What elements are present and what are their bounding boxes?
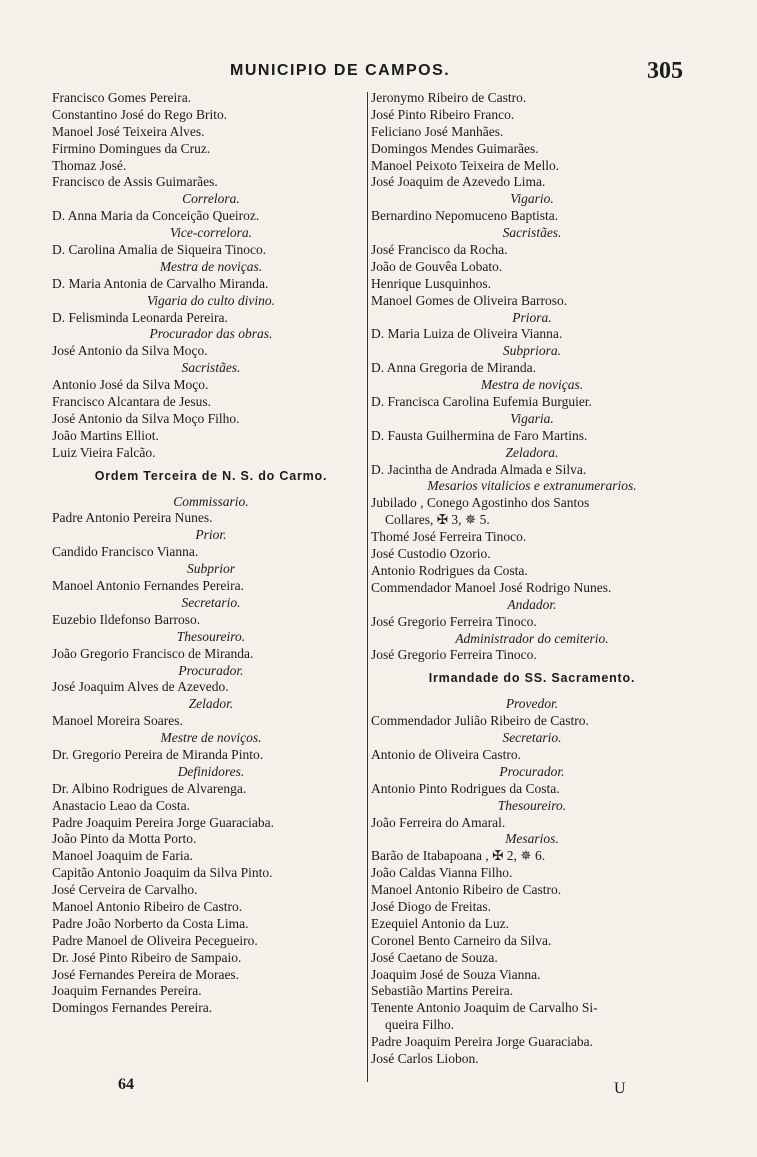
member-name: Tenente Antonio Joaquim de Carvalho Si- bbox=[371, 1000, 598, 1016]
member-name: D. Anna Maria da Conceição Queiroz. bbox=[52, 208, 260, 224]
member-name: Candido Francisco Vianna. bbox=[52, 544, 199, 560]
member-name: José Custodio Ozorio. bbox=[371, 546, 491, 562]
office-title: Vigaria. bbox=[510, 410, 554, 426]
office-title: Administrador do cemiterio. bbox=[455, 630, 609, 646]
office-title: Procurador. bbox=[499, 763, 565, 779]
member-name: D. Maria Antonia de Carvalho Miranda. bbox=[52, 275, 269, 291]
member-name: Antonio José da Silva Moço. bbox=[52, 377, 209, 393]
member-name: Domingos Fernandes Pereira. bbox=[52, 1000, 213, 1016]
office-title: Vigario. bbox=[510, 191, 554, 207]
member-name: Manoel Gomes de Oliveira Barroso. bbox=[371, 292, 568, 308]
member-name: Jubilado , Conego Agostinho dos Santos bbox=[371, 495, 590, 511]
office-title: Commissario. bbox=[173, 493, 249, 509]
office-title: Correlora. bbox=[182, 191, 240, 207]
office-title: Mestre de noviços. bbox=[160, 730, 262, 746]
member-name: D. Maria Luiza de Oliveira Vianna. bbox=[371, 326, 563, 342]
member-name: Ezequiel Antonio da Luz. bbox=[371, 915, 509, 931]
office-title: Sacristães. bbox=[181, 360, 241, 376]
office-title: Vice-correlora. bbox=[169, 225, 253, 241]
member-name: João de Gouvêa Lobato. bbox=[371, 258, 503, 274]
member-name-continuation: Collares, ✠ 3, ✵ 5. bbox=[385, 512, 490, 528]
member-name: D. Felisminda Leonarda Pereira. bbox=[52, 309, 228, 325]
page-number: 305 bbox=[647, 58, 683, 84]
member-name: Padre Manoel de Oliveira Pecegueiro. bbox=[52, 932, 258, 948]
member-name: Manoel Peixoto Teixeira de Mello. bbox=[371, 157, 560, 173]
member-name: Thomaz José. bbox=[52, 157, 127, 173]
member-name: João Caldas Vianna Filho. bbox=[371, 865, 513, 881]
office-title: Zelador. bbox=[188, 696, 234, 712]
member-name: Commendador Julião Ribeiro de Castro. bbox=[371, 713, 589, 729]
member-name: José Antonio da Silva Moço. bbox=[52, 343, 208, 359]
office-title: Zeladora. bbox=[505, 444, 559, 460]
member-name: José Gregorio Ferreira Tinoco. bbox=[371, 647, 537, 663]
member-name: D. Jacintha de Andrada Almada e Silva. bbox=[371, 461, 587, 477]
office-title: Provedor. bbox=[505, 696, 559, 712]
member-name: Padre Joaquim Pereira Jorge Guaraciaba. bbox=[371, 1034, 594, 1050]
member-name: Padre João Norberto da Costa Lima. bbox=[52, 915, 249, 931]
member-name: José Caetano de Souza. bbox=[371, 949, 498, 965]
member-name: Euzebio Ildefonso Barroso. bbox=[52, 611, 201, 627]
member-name: Domingos Mendes Guimarães. bbox=[371, 140, 539, 156]
running-title: MUNICIPIO DE CAMPOS. bbox=[230, 62, 451, 79]
member-name: Feliciano José Manhães. bbox=[371, 123, 504, 139]
member-name: Manoel José Teixeira Alves. bbox=[52, 123, 205, 139]
member-name: Antonio Rodrigues da Costa. bbox=[371, 562, 528, 578]
member-name: Jeronymo Ribeiro de Castro. bbox=[371, 90, 527, 105]
member-name: Dr. Albino Rodrigues de Alvarenga. bbox=[52, 780, 247, 796]
office-title: Mestra de noviças. bbox=[159, 258, 263, 274]
office-title: Andador. bbox=[507, 596, 557, 612]
member-name: João Gregorio Francisco de Miranda. bbox=[52, 645, 254, 661]
member-name: Luiz Vieira Falcão. bbox=[52, 444, 156, 460]
office-title: Secretario. bbox=[181, 594, 241, 610]
member-name: Firmino Domingues da Cruz. bbox=[52, 140, 211, 156]
member-name-continuation: queira Filho. bbox=[385, 1017, 454, 1033]
office-title: Subpriora. bbox=[502, 343, 562, 359]
member-name: Antonio de Oliveira Castro. bbox=[371, 746, 521, 762]
member-name: Manoel Joaquim de Faria. bbox=[52, 848, 193, 864]
member-name: Francisco de Assis Guimarães. bbox=[52, 174, 218, 190]
member-name: João Pinto da Motta Porto. bbox=[52, 831, 197, 847]
section-heading: Irmandade do SS. Sacramento. bbox=[428, 671, 636, 686]
member-name: Padre Joaquim Pereira Jorge Guaraciaba. bbox=[52, 814, 275, 830]
office-title: Mesarios vitalicios e extranumerarios. bbox=[427, 478, 637, 494]
member-name: D. Anna Gregoria de Miranda. bbox=[371, 360, 536, 376]
member-name: Joaquim José de Souza Vianna. bbox=[371, 966, 541, 982]
member-name: João Ferreira do Amaral. bbox=[371, 814, 506, 830]
member-name: Francisco Gomes Pereira. bbox=[52, 90, 192, 105]
member-name: José Francisco da Rocha. bbox=[371, 242, 508, 258]
office-title: Subprior bbox=[186, 561, 235, 577]
office-title: Sacristães. bbox=[502, 225, 562, 241]
member-name: Manoel Antonio Ribeiro de Castro. bbox=[52, 898, 243, 914]
office-title: Secretario. bbox=[502, 730, 562, 746]
member-name: Dr. Gregorio Pereira de Miranda Pinto. bbox=[52, 746, 264, 762]
right-column bbox=[371, 90, 693, 1068]
member-name: José Cerveira de Carvalho. bbox=[52, 882, 198, 898]
member-name: D. Fausta Guilhermina de Faro Martins. bbox=[371, 427, 588, 443]
member-name: José Carlos Liobon. bbox=[371, 1050, 479, 1066]
member-name: Dr. José Pinto Ribeiro de Sampaio. bbox=[52, 949, 242, 965]
member-name: José Gregorio Ferreira Tinoco. bbox=[371, 613, 537, 629]
member-name: Anastacio Leao da Costa. bbox=[52, 797, 190, 813]
member-name: Henrique Lusquinhos. bbox=[371, 275, 491, 291]
member-name: José Pinto Ribeiro Franco. bbox=[371, 106, 515, 122]
member-name: José Joaquim de Azevedo Lima. bbox=[371, 174, 546, 190]
office-title: Vigaria do culto divino. bbox=[147, 292, 275, 308]
office-title: Thesoureiro. bbox=[176, 628, 246, 644]
member-name: Manoel Antonio Ribeiro de Castro. bbox=[371, 882, 562, 898]
member-name: Bernardino Nepomuceno Baptista. bbox=[371, 208, 559, 224]
office-title: Prior. bbox=[195, 527, 227, 543]
member-name: Coronel Bento Carneiro da Silva. bbox=[371, 932, 552, 948]
page-header bbox=[0, 60, 757, 88]
office-title: Procurador. bbox=[178, 662, 244, 678]
member-name: Padre Antonio Pereira Nunes. bbox=[52, 510, 213, 526]
section-heading: Ordem Terceira de N. S. do Carmo. bbox=[94, 468, 328, 483]
office-title: Mestra de noviças. bbox=[480, 377, 584, 393]
signature-number: 64 bbox=[118, 1076, 134, 1093]
member-name: José Diogo de Freitas. bbox=[371, 898, 491, 914]
signature-mark: U bbox=[614, 1080, 626, 1097]
member-name: Thomé José Ferreira Tinoco. bbox=[371, 529, 527, 545]
member-name: Barão de Itabapoana , ✠ 2, ✵ 6. bbox=[371, 848, 546, 864]
member-name: José Joaquim Alves de Azevedo. bbox=[52, 679, 229, 695]
member-name: José Antonio da Silva Moço Filho. bbox=[52, 410, 240, 426]
member-name: João Martins Elliot. bbox=[52, 427, 159, 443]
office-title: Mesarios. bbox=[505, 831, 559, 847]
office-title: Procurador das obras. bbox=[149, 326, 273, 342]
member-name: José Fernandes Pereira de Moraes. bbox=[52, 966, 240, 982]
member-name: Joaquim Fernandes Pereira. bbox=[52, 983, 202, 999]
member-name: Manoel Moreira Soares. bbox=[52, 713, 183, 729]
member-name: Commendador Manoel José Rodrigo Nunes. bbox=[371, 579, 612, 595]
member-name: Antonio Pinto Rodrigues da Costa. bbox=[371, 780, 560, 796]
column-divider bbox=[367, 92, 368, 1082]
member-name: Francisco Alcantara de Jesus. bbox=[52, 394, 211, 410]
member-name: D. Carolina Amalia de Siqueira Tinoco. bbox=[52, 242, 267, 258]
member-name: Constantino José do Rego Brito. bbox=[52, 106, 228, 122]
member-name: Manoel Antonio Fernandes Pereira. bbox=[52, 578, 244, 594]
member-name: Sebastião Martins Pereira. bbox=[371, 983, 514, 999]
member-name: D. Francisca Carolina Eufemia Burguier. bbox=[371, 394, 592, 410]
office-title: Priora. bbox=[512, 309, 552, 325]
office-title: Thesoureiro. bbox=[497, 797, 567, 813]
left-column bbox=[52, 90, 370, 1017]
member-name: Capitão Antonio Joaquim da Silva Pinto. bbox=[52, 865, 273, 881]
office-title: Definidores. bbox=[177, 763, 245, 779]
